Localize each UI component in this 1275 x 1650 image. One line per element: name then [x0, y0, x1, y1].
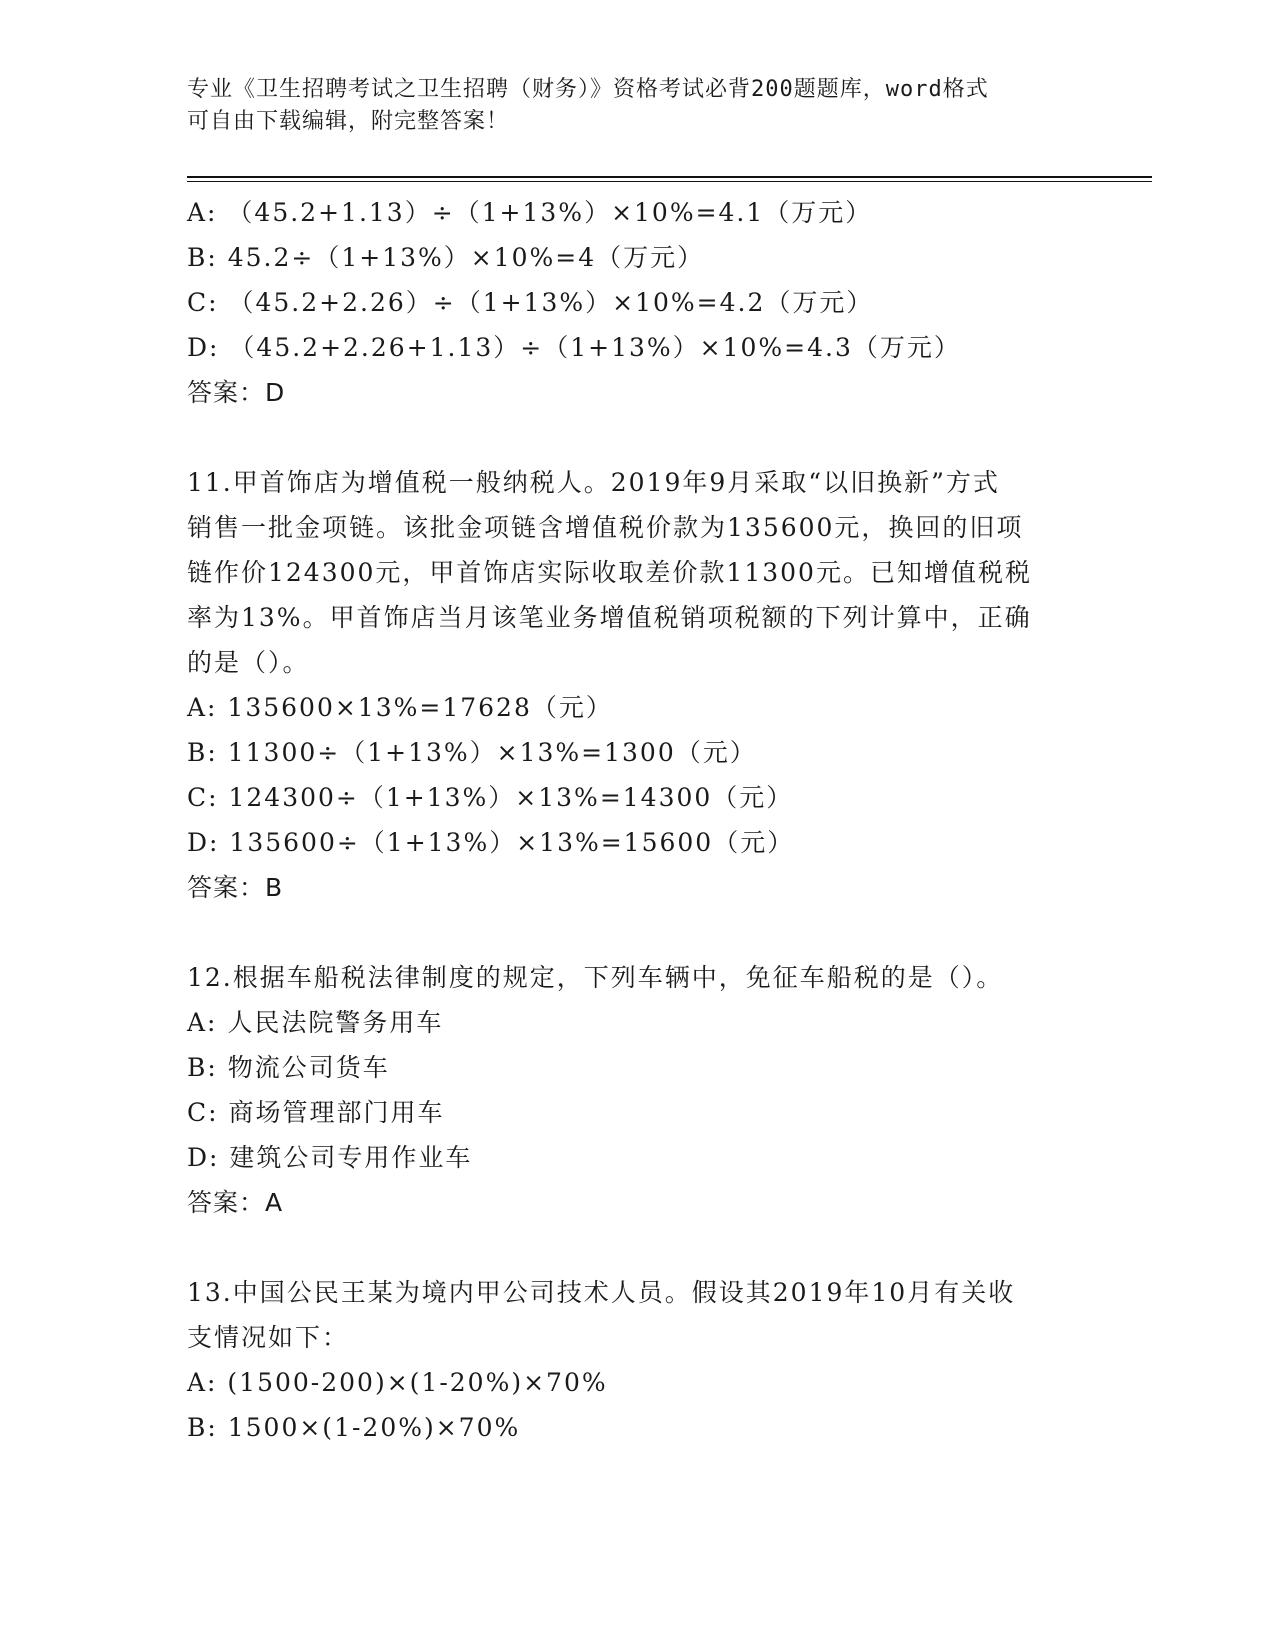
option-b: B: 1500×(1-20%)×70% [187, 1413, 521, 1442]
question-text-line: 支情况如下： [187, 1323, 350, 1352]
option-b: B: 45.2÷（1+13%）×10%=4（万元） [187, 243, 705, 272]
option-a: A: 人民法院警务用车 [187, 1008, 444, 1037]
question-text-line: 12.根据车船税法律制度的规定，下列车辆中，免征车船税的是（）。 [187, 963, 1004, 992]
option-d: D: 135600÷（1+13%）×13%=15600（元） [187, 828, 795, 857]
answer: 答案：A [187, 1188, 284, 1217]
question-text-line: 率为13%。甲首饰店当月该笔业务增值税销项税额的下列计算中，正确 [187, 603, 1032, 632]
question-text-line: 13.中国公民王某为境内甲公司技术人员。假设其2019年10月有关收 [187, 1278, 1016, 1307]
option-a: A: 135600×13%=17628（元） [187, 693, 613, 722]
document-header [187, 74, 1067, 138]
question-text-line: 11.甲首饰店为增值税一般纳税人。2019年9月采取“以旧换新”方式 [187, 468, 1000, 497]
answer: 答案：D [187, 378, 286, 407]
question-text-line: 的是（）。 [187, 648, 310, 677]
option-c: C: （45.2+2.26）÷（1+13%）×10%=4.2（万元） [187, 288, 874, 317]
spacer [187, 415, 1087, 460]
document-body [187, 190, 1087, 1450]
question-13 [187, 1270, 1087, 1450]
option-b: B: 11300÷（1+13%）×13%=1300（元） [187, 738, 757, 767]
question-text-line: 链作价124300元，甲首饰店实际收取差价款11300元。已知增值税税 [187, 558, 1032, 587]
header-divider-thin [187, 181, 1152, 182]
spacer [187, 1225, 1087, 1270]
question-10 [187, 190, 1087, 415]
option-a: A: （45.2+1.13）÷（1+13%）×10%=4.1（万元） [187, 198, 873, 227]
answer: 答案：B [187, 873, 284, 902]
option-c: C: 124300÷（1+13%）×13%=14300（元） [187, 783, 794, 812]
header-divider-thick [187, 176, 1152, 178]
header-line-1: 专业《卫生招聘考试之卫生招聘（财务）》资格考试必背200题题库，word格式 [187, 77, 989, 102]
option-d: D: （45.2+2.26+1.13）÷（1+13%）×10%=4.3（万元） [187, 333, 961, 362]
question-11 [187, 460, 1087, 910]
header-line-2: 可自由下载编辑，附完整答案！ [187, 109, 510, 134]
option-a: A: (1500-200)×(1-20%)×70% [187, 1368, 608, 1397]
option-c: C: 商场管理部门用车 [187, 1098, 445, 1127]
option-b: B: 物流公司货车 [187, 1053, 390, 1082]
question-12 [187, 955, 1087, 1225]
question-text-line: 销售一批金项链。该批金项链含增值税价款为135600元，换回的旧项 [187, 513, 1024, 542]
option-d: D: 建筑公司专用作业车 [187, 1143, 473, 1172]
spacer [187, 910, 1087, 955]
